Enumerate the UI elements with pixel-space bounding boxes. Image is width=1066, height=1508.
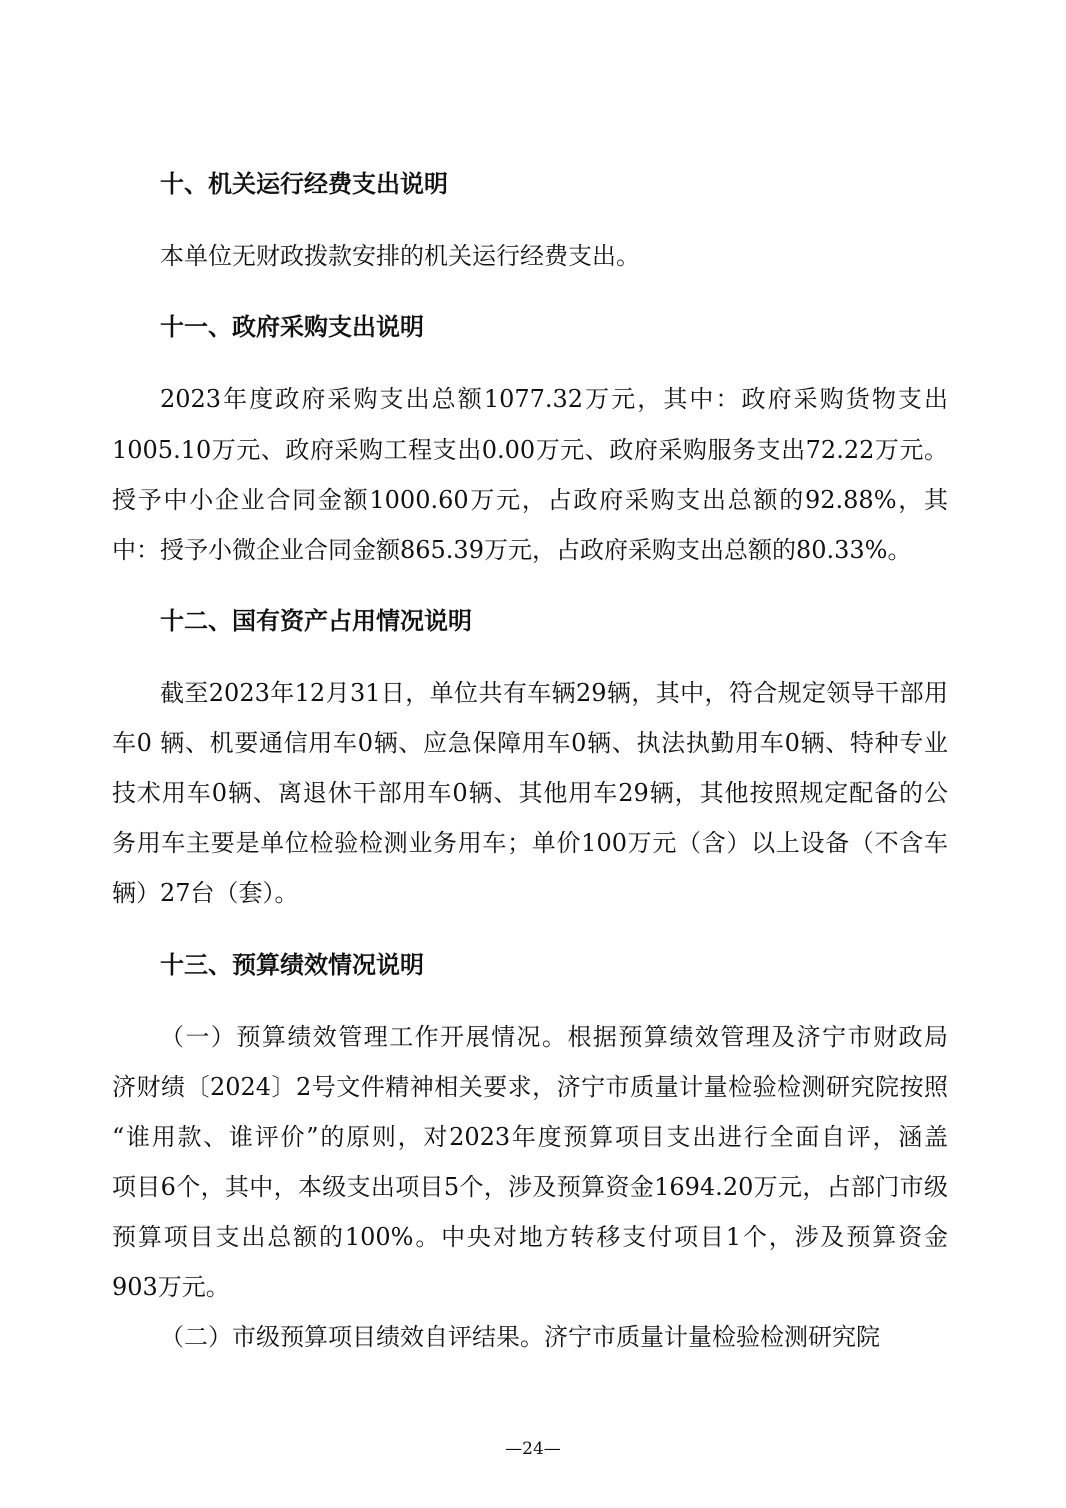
section-heading-11: 十一、政府采购支出说明 [160, 313, 424, 341]
section-heading-13: 十三、预算绩效情况说明 [160, 951, 424, 979]
paragraph-line: 车0 辆、机要通信用车0辆、应急保障用车0辆、执法执勤用车0辆、特种专业 [112, 729, 948, 757]
paragraph-line: 项目6个，其中，本级支出项目5个，涉及预算资金1694.20万元，占部门市级 [112, 1173, 948, 1201]
paragraph-line: 本单位无财政拨款安排的机关运行经费支出。 [160, 242, 640, 270]
paragraph-line: 授予中小企业合同金额1000.60万元，占政府采购支出总额的92.88%，其 [112, 486, 948, 514]
paragraph-line: 预算项目支出总额的100%。中央对地方转移支付项目1个，涉及预算资金 [112, 1223, 948, 1251]
paragraph-line: （一）预算绩效管理工作开展情况。根据预算绩效管理及济宁市财政局 [160, 1023, 948, 1051]
paragraph-line: 务用车主要是单位检验检测业务用车；单价100万元（含）以上设备（不含车 [112, 829, 948, 857]
paragraph-line: （二）市级预算项目绩效自评结果。济宁市质量计量检验检测研究院 [160, 1323, 880, 1351]
paragraph-line: 济财绩〔2024〕2号文件精神相关要求，济宁市质量计量检验检测研究院按照 [112, 1073, 948, 1101]
section-heading-10: 十、机关运行经费支出说明 [160, 170, 448, 198]
paragraph-line: 技术用车0辆、离退休干部用车0辆、其他用车29辆，其他按照规定配备的公 [112, 779, 948, 807]
paragraph-line: 截至2023年12月31日，单位共有车辆29辆，其中，符合规定领导干部用 [160, 679, 948, 707]
paragraph-line: 903万元。 [112, 1273, 230, 1301]
paragraph-line: 中：授予小微企业合同金额865.39万元，占政府采购支出总额的80.33%。 [112, 536, 912, 564]
paragraph-line: “谁用款、谁评价”的原则，对2023年度预算项目支出进行全面自评，涵盖 [112, 1123, 948, 1151]
section-heading-12: 十二、国有资产占用情况说明 [160, 607, 472, 635]
page-number: —24— [505, 1439, 561, 1459]
paragraph-line: 辆）27台（套）。 [112, 879, 299, 907]
paragraph-line: 1005.10万元、政府采购工程支出0.00万元、政府采购服务支出72.22万元。 [112, 436, 948, 464]
paragraph-line: 2023年度政府采购支出总额1077.32万元，其中：政府采购货物支出 [160, 385, 948, 413]
